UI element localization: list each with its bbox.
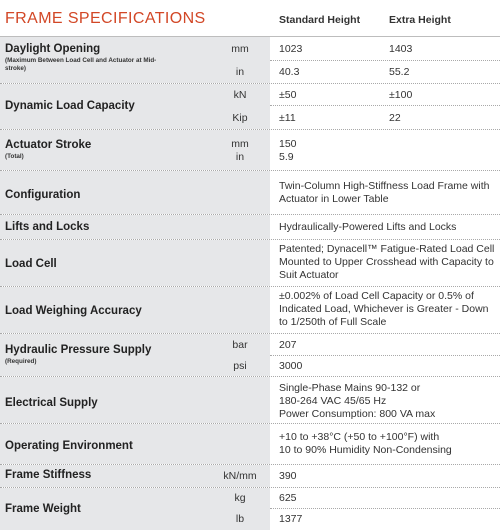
row-sublabel: (Required) [5, 358, 37, 365]
row-label: Configuration [5, 189, 81, 201]
row-label: Dynamic Load Capacity [5, 100, 135, 112]
row-load-weighing-accuracy [0, 287, 500, 334]
row-lifts-and-locks [0, 215, 500, 240]
table-title: FRAME SPECIFICATIONS [5, 10, 206, 27]
value-standard: 150 [279, 138, 297, 150]
value-line: 10 to 90% Humidity Non-Condensing [279, 444, 452, 456]
row-label: Load Weighing Accuracy [5, 305, 142, 317]
row-configuration [0, 171, 500, 215]
unit-label: in [235, 66, 245, 78]
unit-label: kN [233, 89, 247, 101]
value-standard: ±11 [279, 112, 296, 124]
value-line: Power Consumption: 800 VA max [279, 408, 436, 420]
row-hydraulic-pressure-supply [0, 334, 500, 377]
value-line: +10 to +38°C (+50 to +100°F) with [279, 431, 440, 443]
row-dynamic-load-capacity [0, 84, 500, 130]
column-header-standard: Standard Height [279, 14, 361, 26]
value-span: ±0.002% of Load Cell Capacity or 0.5% of Indicated Load, Whichever is Greater - Down to 1/250th of Full Scale [279, 290, 489, 328]
value-extra: ±100 [389, 89, 413, 101]
unit-label: bar [232, 339, 248, 351]
value-standard: 1377 [279, 513, 303, 525]
unit-label: in [235, 151, 245, 163]
row-frame-stiffness [0, 465, 500, 488]
row-actuator-stroke [0, 130, 500, 171]
table-header [0, 0, 500, 37]
value-extra: 1403 [389, 43, 413, 55]
value-standard: 1023 [279, 43, 303, 55]
row-label: Frame Weight [5, 503, 81, 515]
value-line: 180-264 VAC 45/65 Hz [279, 395, 387, 407]
row-label: Hydraulic Pressure Supply [5, 344, 152, 356]
row-label: Actuator Stroke [5, 139, 92, 151]
value-standard: 3000 [279, 360, 303, 372]
row-daylight-opening [0, 37, 500, 84]
value-span: Twin-Column High-Stiffness Load Frame with Actuator in Lower Table [279, 180, 490, 205]
row-sublabel: (Total) [5, 153, 24, 160]
value-line: Single-Phase Mains 90-132 or [279, 382, 421, 394]
row-label: Electrical Supply [5, 397, 98, 409]
row-frame-weight [0, 488, 500, 530]
value-standard: ±50 [279, 89, 297, 101]
value-standard: 625 [279, 492, 297, 504]
unit-label: Kip [232, 112, 248, 124]
unit-label: mm [231, 138, 249, 150]
row-load-cell [0, 240, 500, 287]
column-header-extra: Extra Height [389, 14, 451, 26]
unit-label: lb [235, 513, 245, 525]
value-span: Patented; Dynacell™ Fatigue-Rated Load Cell Mounted to Upper Crosshead with Capacity to Suit Actuator [279, 243, 495, 281]
unit-label: kN/mm [223, 470, 257, 482]
value-standard: 5.9 [279, 151, 294, 163]
row-label: Frame Stiffness [5, 469, 92, 481]
row-label: Operating Environment [5, 440, 133, 452]
row-sublabel: (Maximum Between Load Cell and Actuator at Mid-stroke) [5, 57, 157, 72]
unit-label: kg [234, 492, 246, 504]
row-label: Daylight Opening [5, 43, 101, 55]
row-label: Lifts and Locks [5, 221, 90, 233]
value-extra: 55.2 [389, 66, 410, 78]
row-label: Load Cell [5, 258, 57, 270]
value-extra: 22 [389, 112, 401, 124]
value-standard: 40.3 [279, 66, 300, 78]
value-span: Hydraulically-Powered Lifts and Locks [279, 221, 457, 233]
unit-label: mm [231, 43, 249, 55]
row-operating-environment [0, 424, 500, 465]
row-electrical-supply [0, 377, 500, 424]
unit-label: psi [233, 360, 247, 372]
value-standard: 390 [279, 470, 297, 482]
value-standard: 207 [279, 339, 297, 351]
